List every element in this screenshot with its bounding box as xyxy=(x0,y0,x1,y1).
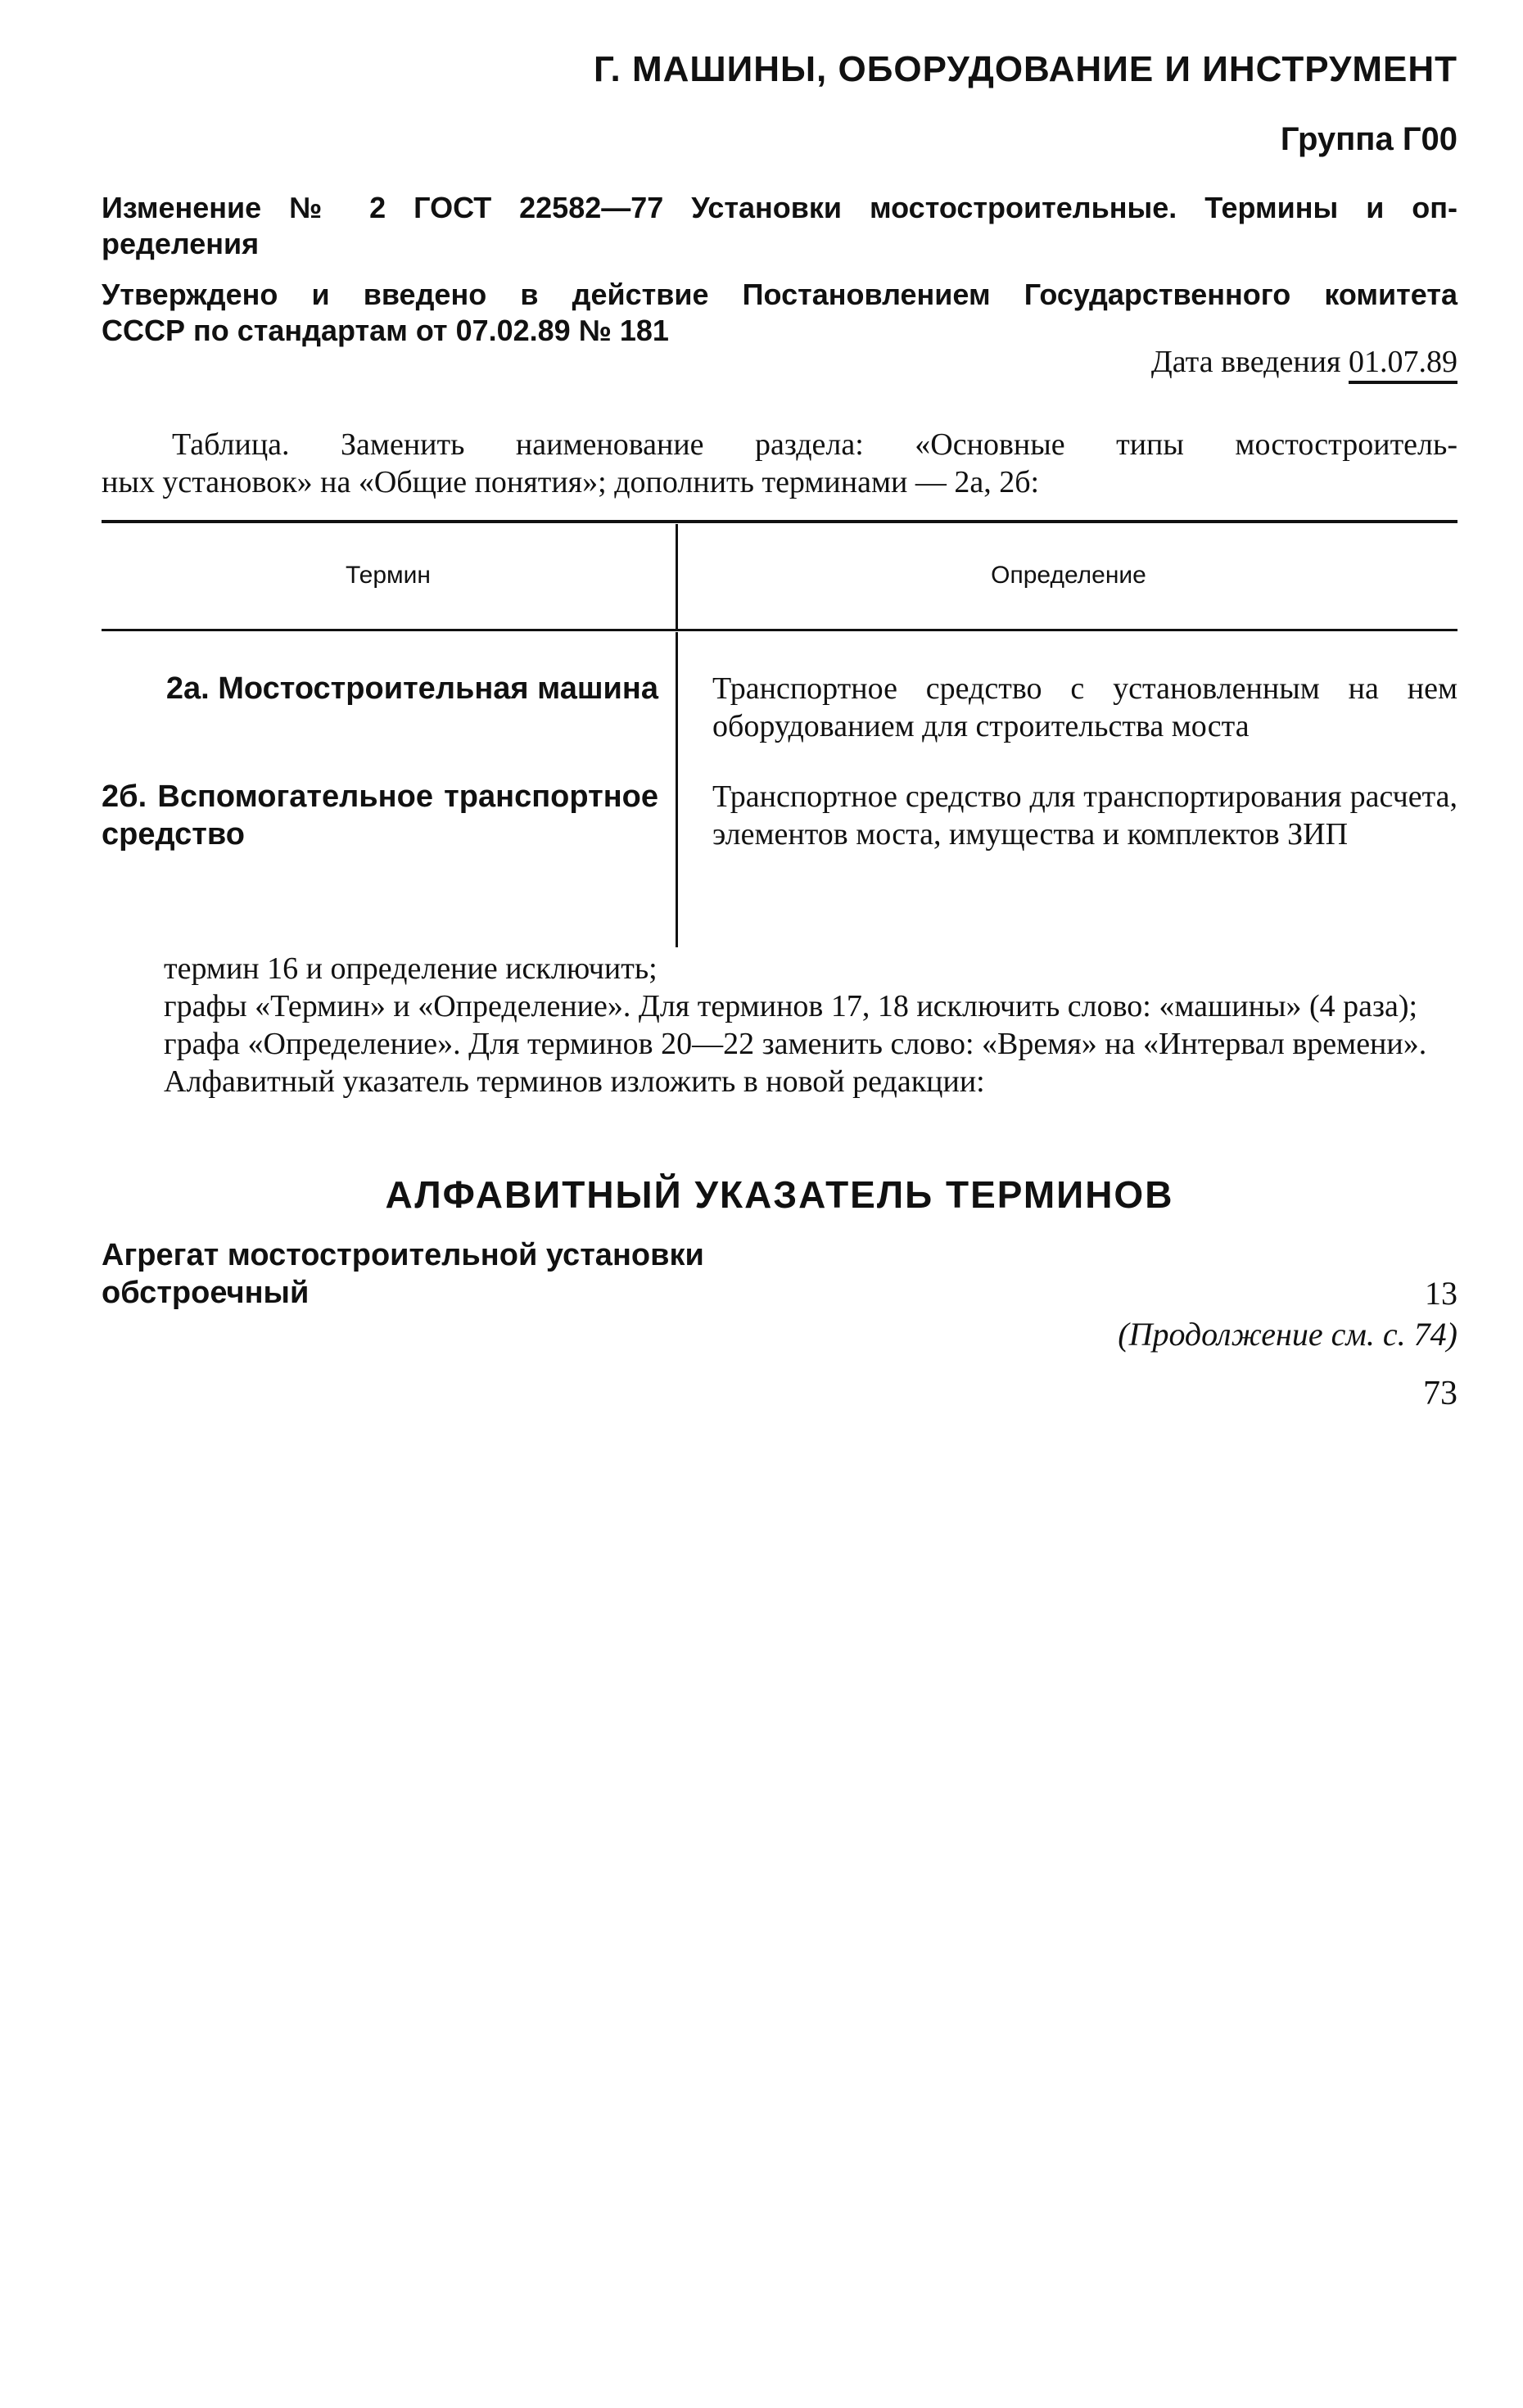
index-entry-line-2: обстроечный xyxy=(102,1276,310,1310)
intro-date-label: Дата введения xyxy=(1150,345,1341,379)
introduction-date xyxy=(1151,344,1457,380)
amendment-title-line-2: ределения xyxy=(102,227,260,260)
index-entry xyxy=(102,1236,704,1312)
intro-date-value: 01.07.89 xyxy=(1349,345,1457,384)
table-intro-line-2: ных установок» на «Общие понятия»; дополнить терминами — 2а, 2б: xyxy=(102,465,1040,499)
approval-statement xyxy=(102,277,1457,349)
table-body-divider xyxy=(676,632,678,947)
instruction-1: термин 16 и определение исключить; xyxy=(164,951,658,986)
amendment-title xyxy=(102,190,1457,262)
table-intro-text xyxy=(102,426,1457,501)
approval-line-1: Утверждено и введено в действие Постановлением Государственного комитета xyxy=(102,278,1457,311)
table-header-rule xyxy=(102,629,1457,631)
approval-line-2: СССР по стандартам от 07.02.89 № 181 xyxy=(102,314,669,347)
section-title: Г. МАШИНЫ, ОБОРУДОВАНИЕ И ИНСТРУМЕНТ xyxy=(594,49,1457,89)
amendment-instructions xyxy=(102,950,1457,1100)
table-row-1-term: 2а. Мостостроительная машина xyxy=(165,671,658,706)
table-row-2-term: 2б. Вспомогательное транспортное средство xyxy=(102,779,658,852)
page-number: 73 xyxy=(1423,1375,1457,1412)
table-header-term: Термин xyxy=(346,562,431,589)
table-row-1-definition: Транспортное средство с установленным на нем оборудованием для строительства моста xyxy=(712,671,1457,743)
table-header-definition: Определение xyxy=(991,562,1146,589)
table-intro-line-1: Таблица. Заменить наименование раздела: «Основные типы мостостроитель- xyxy=(172,427,1457,462)
instruction-4: Алфавитный указатель терминов изложить в новой редакции: xyxy=(164,1064,985,1099)
group-label: Группа Г00 xyxy=(1280,121,1457,157)
instruction-2: графы «Термин» и «Определение». Для терминов 17, 18 исключить слово: «машины» (4 раза); xyxy=(164,989,1418,1023)
index-entry-page: 13 xyxy=(1425,1275,1457,1312)
table-header-divider xyxy=(676,524,678,629)
index-entry-line-1: Агрегат мостостроительной установки xyxy=(102,1238,704,1272)
table-top-rule xyxy=(102,520,1457,523)
table-row-2-definition: Транспортное средство для транспортирования расчета, элементов моста, имущества и комплектов ЗИП xyxy=(712,779,1457,852)
amendment-title-line-1: Изменение № 2 ГОСТ 22582—77 Установки мостостроительные. Термины и оп- xyxy=(102,191,1457,224)
index-heading: АЛФАВИТНЫЙ УКАЗАТЕЛЬ ТЕРМИНОВ xyxy=(385,1173,1174,1216)
continuation-note: (Продолжение см. с. 74) xyxy=(1118,1316,1457,1353)
instruction-3: графа «Определение». Для терминов 20—22 заменить слово: «Время» на «Интервал времени». xyxy=(164,1027,1427,1061)
